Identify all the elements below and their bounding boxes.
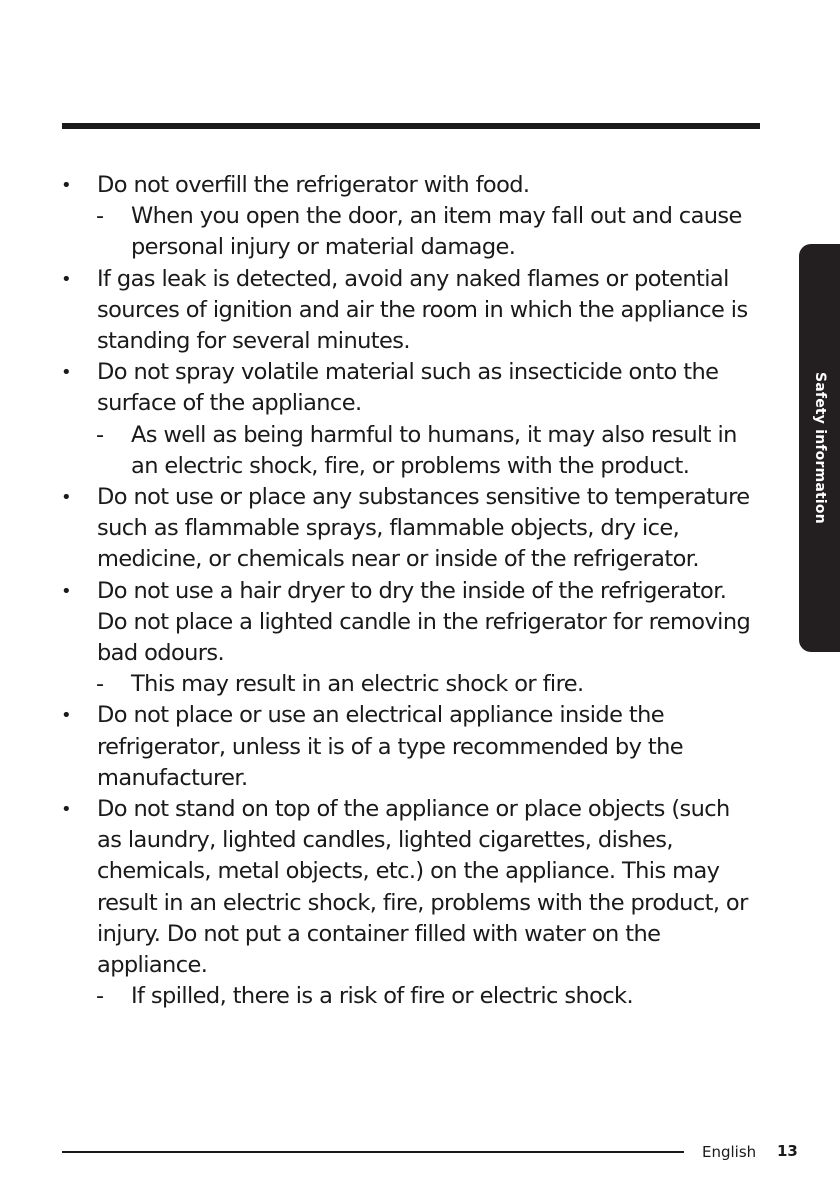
list-item-text: Do not use a hair dryer to dry the inside of the refrigerator. Do not place a lighted candle in the refrigerator for removing bad odours. — [97, 577, 751, 667]
list-item-text: Do not use or place any substances sensitive to temperature such as flammable sprays, flammable objects, dry ice, medicine, or chemicals near or inside of the refrigerator. — [97, 484, 750, 573]
list-item — [58, 357, 758, 419]
dash-icon: - — [96, 671, 104, 698]
bullet-icon: • — [61, 175, 72, 196]
sub-list-item-text: When you open the door, an item may fall out and cause personal injury or material damage. — [131, 203, 742, 261]
list-item-text: If gas leak is detected, avoid any naked flames or potential sources of ignition and air the room in which the appliance is standing for several minutes. — [97, 265, 748, 355]
list-item-text: Do not spray volatile material such as insecticide onto the surface of the appliance. — [97, 359, 719, 417]
dash-icon: - — [96, 983, 104, 1010]
section-side-tab-label-wrap — [800, 244, 840, 652]
bullet-icon: • — [61, 487, 72, 509]
dash-icon: - — [96, 421, 104, 448]
list-item — [58, 170, 758, 201]
sub-list-item-text: This may result in an electric shock or fire. — [131, 671, 584, 698]
list-item-text: Do not place or use an electrical appliance inside the refrigerator, unless it is of a type recommended by the manufacturer. — [97, 702, 683, 791]
list-item-text: Do not stand on top of the appliance or place objects (such as laundry, lighted candles, lighted cigarettes, dishes, chemicals, metal objects, etc.) on the appliance. This may result in an electric shock, fire, problems with the product, or injury. Do not put a container filled with water on the appliance. — [97, 796, 748, 979]
sub-list-item — [58, 201, 758, 263]
dash-icon: - — [96, 203, 104, 230]
bullet-icon: • — [61, 362, 72, 384]
section-side-tab-label: Safety information — [812, 372, 828, 524]
list-item — [58, 794, 758, 981]
list-item — [58, 482, 758, 576]
list-item-text: Do not overfill the refrigerator with food. — [97, 172, 530, 198]
list-item — [58, 576, 758, 670]
sub-list-item-text: As well as being harmful to humans, it may also result in an electric shock, fire, or problems with the product. — [131, 421, 737, 479]
footer-language: English — [702, 1143, 757, 1161]
bullet-icon: • — [61, 799, 72, 821]
bullet-icon: • — [61, 705, 72, 727]
page-number: 13 — [777, 1142, 798, 1160]
bullet-icon: • — [61, 268, 72, 290]
sub-list-item-text: If spilled, there is a risk of fire or electric shock. — [131, 983, 634, 1010]
list-item — [58, 700, 758, 794]
header-divider — [62, 123, 760, 129]
safety-instructions-list — [58, 170, 758, 1012]
footer-divider — [62, 1151, 684, 1153]
sub-list-item — [58, 669, 758, 700]
list-item — [58, 264, 758, 358]
bullet-icon: • — [61, 580, 72, 602]
sub-list-item — [58, 981, 758, 1012]
sub-list-item — [58, 420, 758, 482]
